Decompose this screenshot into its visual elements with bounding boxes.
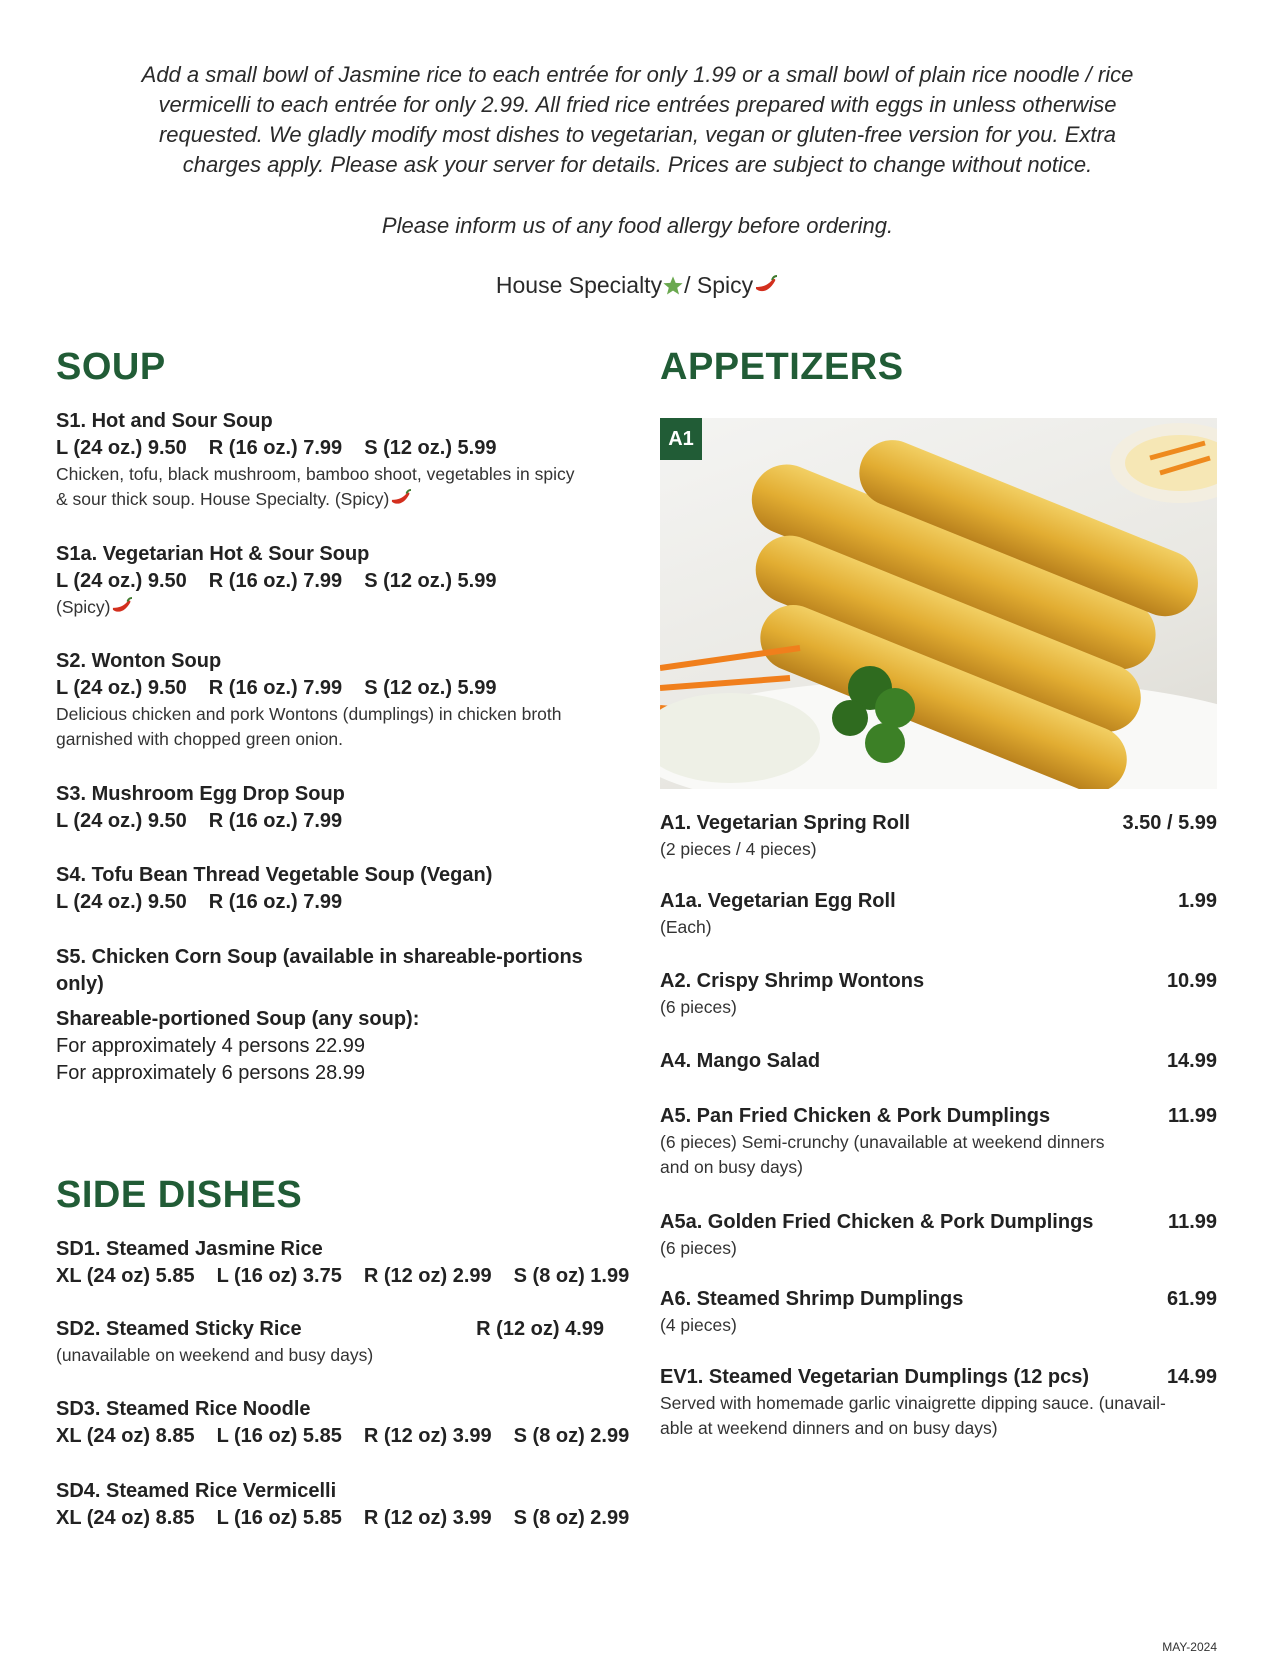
menu-item-a6 <box>660 1286 1217 1338</box>
shareable-option: For approximately 4 persons 22.99 <box>56 1035 366 1057</box>
price: 3.50 / 5.99 <box>1122 812 1217 834</box>
price: S (12 oz.) 5.99 <box>364 437 497 459</box>
price: R (12 oz) 4.99 <box>476 1318 604 1340</box>
price: R (16 oz.) 7.99 <box>208 677 343 699</box>
item-name: A1a. Vegetarian Egg Roll <box>660 890 896 912</box>
shareable-title: Shareable-portioned Soup (any soup): <box>56 1008 420 1030</box>
price: L (16 oz) 5.85 <box>216 1425 342 1447</box>
item-name: SD1. Steamed Jasmine Rice <box>56 1238 323 1260</box>
menu-item-a1 <box>660 810 1217 862</box>
price: XL (24 oz) 5.85 <box>56 1265 195 1287</box>
item-description: garnished with chopped green onion. <box>56 729 344 749</box>
item-name: A5a. Golden Fried Chicken & Pork Dumplings <box>660 1211 1094 1233</box>
appetizers-heading: APPETIZERS <box>660 346 904 388</box>
price: XL (24 oz) 8.85 <box>56 1425 195 1447</box>
menu-item-s1 <box>56 408 616 512</box>
price: 11.99 <box>1168 1211 1217 1233</box>
item-description: and on busy days) <box>660 1157 804 1177</box>
price: L (24 oz.) 9.50 <box>56 891 187 913</box>
spring-roll-photo <box>660 418 1217 789</box>
item-name: S2. Wonton Soup <box>56 650 222 672</box>
menu-item-ev1 <box>660 1364 1217 1441</box>
item-description: (6 pieces) <box>660 1238 737 1258</box>
item-description: (6 pieces) Semi-crunchy (unavailable at weekend dinners <box>660 1132 1105 1152</box>
item-description-text: (Spicy) <box>56 597 111 617</box>
item-description: Delicious chicken and pork Wontons (dumplings) in chicken broth <box>56 704 562 724</box>
menu-item-sd1 <box>56 1236 630 1290</box>
item-header <box>660 810 1217 837</box>
menu-item-a5 <box>660 1103 1217 1180</box>
item-header <box>660 1209 1217 1236</box>
item-prices <box>56 808 616 835</box>
item-name: SD3. Steamed Rice Noodle <box>56 1398 311 1420</box>
menu-item-s2 <box>56 648 616 752</box>
item-prices <box>56 1423 630 1450</box>
item-prices <box>56 1505 630 1532</box>
price: L (24 oz.) 9.50 <box>56 437 187 459</box>
item-name: A1. Vegetarian Spring Roll <box>660 812 911 834</box>
price: S (8 oz) 2.99 <box>513 1425 630 1447</box>
item-name: A4. Mango Salad <box>660 1050 821 1072</box>
item-name: SD4. Steamed Rice Vermicelli <box>56 1480 337 1502</box>
menu-item-s4 <box>56 862 616 916</box>
item-name: S3. Mushroom Egg Drop Soup <box>56 783 345 805</box>
price: L (24 oz.) 9.50 <box>56 810 187 832</box>
price: S (12 oz.) 5.99 <box>364 570 497 592</box>
item-name: SD2. Steamed Sticky Rice <box>56 1318 302 1340</box>
star-icon <box>662 275 684 297</box>
date-footer: MAY-2024 <box>1162 1640 1217 1654</box>
item-name: S4. Tofu Bean Thread Vegetable Soup (Vegan) <box>56 864 493 886</box>
intro-line: Add a small bowl of Jasmine rice to each entrée for only 1.99 or a small bowl of plain rice noodle / rice <box>141 62 1134 87</box>
intro-line: charges apply. Please ask your server for details. Prices are subject to change without notice. <box>182 152 1093 177</box>
item-description: (6 pieces) <box>660 997 737 1017</box>
item-header <box>660 968 1217 995</box>
price: R (16 oz.) 7.99 <box>208 570 343 592</box>
price: 11.99 <box>1168 1105 1217 1127</box>
price: 10.99 <box>1166 970 1217 992</box>
item-description: (unavailable on weekend and busy days) <box>56 1345 374 1365</box>
chili-pepper-icon <box>753 275 779 297</box>
menu-item-a4 <box>660 1048 1217 1075</box>
price: 61.99 <box>1166 1288 1217 1310</box>
item-description <box>56 487 616 512</box>
item-description: Chicken, tofu, black mushroom, bamboo shoot, vegetables in spicy <box>56 464 575 484</box>
item-name: S1a. Vegetarian Hot & Sour Soup <box>56 543 370 565</box>
price: S (8 oz) 2.99 <box>513 1507 630 1529</box>
menu-item-s5 <box>56 944 616 998</box>
item-name: A2. Crispy Shrimp Wontons <box>660 970 925 992</box>
item-prices <box>56 1263 630 1290</box>
price: R (12 oz) 2.99 <box>363 1265 492 1287</box>
item-header <box>660 1286 1217 1313</box>
menu-item-s3 <box>56 781 616 835</box>
price: R (16 oz.) 7.99 <box>208 810 343 832</box>
price: L (16 oz) 3.75 <box>216 1265 342 1287</box>
price: 14.99 <box>1166 1366 1217 1388</box>
price: R (12 oz) 3.99 <box>363 1425 492 1447</box>
price: S (12 oz.) 5.99 <box>364 677 497 699</box>
intro-line: vermicelli to each entrée for only 2.99. All fried rice entrées prepared with eggs in unless otherwise <box>158 92 1117 117</box>
item-description: Served with homemade garlic vinaigrette dipping sauce. (unavail- <box>660 1393 1166 1413</box>
item-header <box>660 1364 1217 1391</box>
price: L (16 oz) 5.85 <box>216 1507 342 1529</box>
photo-badge: A1 <box>660 418 702 460</box>
item-header <box>660 888 1217 915</box>
legend-spicy-label: / Spicy <box>684 272 754 298</box>
item-name: S1. Hot and Sour Soup <box>56 410 273 432</box>
intro-line: requested. We gladly modify most dishes to vegetarian, vegan or gluten-free version for you. Extra <box>158 122 1117 147</box>
item-prices <box>56 435 616 462</box>
price: S (8 oz) 1.99 <box>513 1265 630 1287</box>
menu-item-a1a <box>660 888 1217 940</box>
item-prices <box>56 889 616 916</box>
menu-item-sd2 <box>56 1316 604 1368</box>
shareable-soup <box>56 1006 616 1087</box>
item-description <box>56 595 616 620</box>
item-description: able at weekend dinners and on busy days) <box>660 1418 998 1438</box>
soup-heading: SOUP <box>56 346 166 388</box>
price: 1.99 <box>1178 890 1217 912</box>
price: R (12 oz) 3.99 <box>363 1507 492 1529</box>
menu-item-a5a <box>660 1209 1217 1261</box>
item-prices <box>56 568 616 595</box>
price: R (16 oz.) 7.99 <box>208 437 343 459</box>
menu-item-s1a <box>56 541 616 620</box>
item-name: A6. Steamed Shrimp Dumplings <box>660 1288 964 1310</box>
legend-specialty-label: House Specialty <box>495 272 663 298</box>
item-description: (Each) <box>660 917 712 937</box>
price: 14.99 <box>1166 1050 1217 1072</box>
allergy-note: Please inform us of any food allergy before ordering. <box>381 213 894 238</box>
shareable-option: For approximately 6 persons 28.99 <box>56 1062 366 1084</box>
price: XL (24 oz) 8.85 <box>56 1507 195 1529</box>
price: L (24 oz.) 9.50 <box>56 570 187 592</box>
item-prices <box>56 675 616 702</box>
intro-note <box>120 60 1155 180</box>
item-name: EV1. Steamed Vegetarian Dumplings (12 pcs) <box>660 1366 1090 1388</box>
price: L (24 oz.) 9.50 <box>56 677 187 699</box>
menu-item-sd3 <box>56 1396 630 1450</box>
item-name: S5. Chicken Corn Soup (available in shareable-portions only) <box>56 946 583 995</box>
menu-item-sd4 <box>56 1478 630 1532</box>
chili-pepper-icon <box>110 597 134 617</box>
item-header <box>660 1103 1217 1130</box>
item-name: A5. Pan Fried Chicken & Pork Dumplings <box>660 1105 1051 1127</box>
item-header <box>56 1316 604 1343</box>
item-header <box>660 1048 1217 1075</box>
menu-item-a2 <box>660 968 1217 1020</box>
legend <box>120 270 1155 300</box>
price: R (16 oz.) 7.99 <box>208 891 343 913</box>
item-description: (2 pieces / 4 pieces) <box>660 839 817 859</box>
item-description: (4 pieces) <box>660 1315 737 1335</box>
side-dishes-heading: SIDE DISHES <box>56 1174 303 1216</box>
item-description-text: & sour thick soup. House Specialty. (Spicy) <box>56 489 390 509</box>
chili-pepper-icon <box>389 489 413 509</box>
